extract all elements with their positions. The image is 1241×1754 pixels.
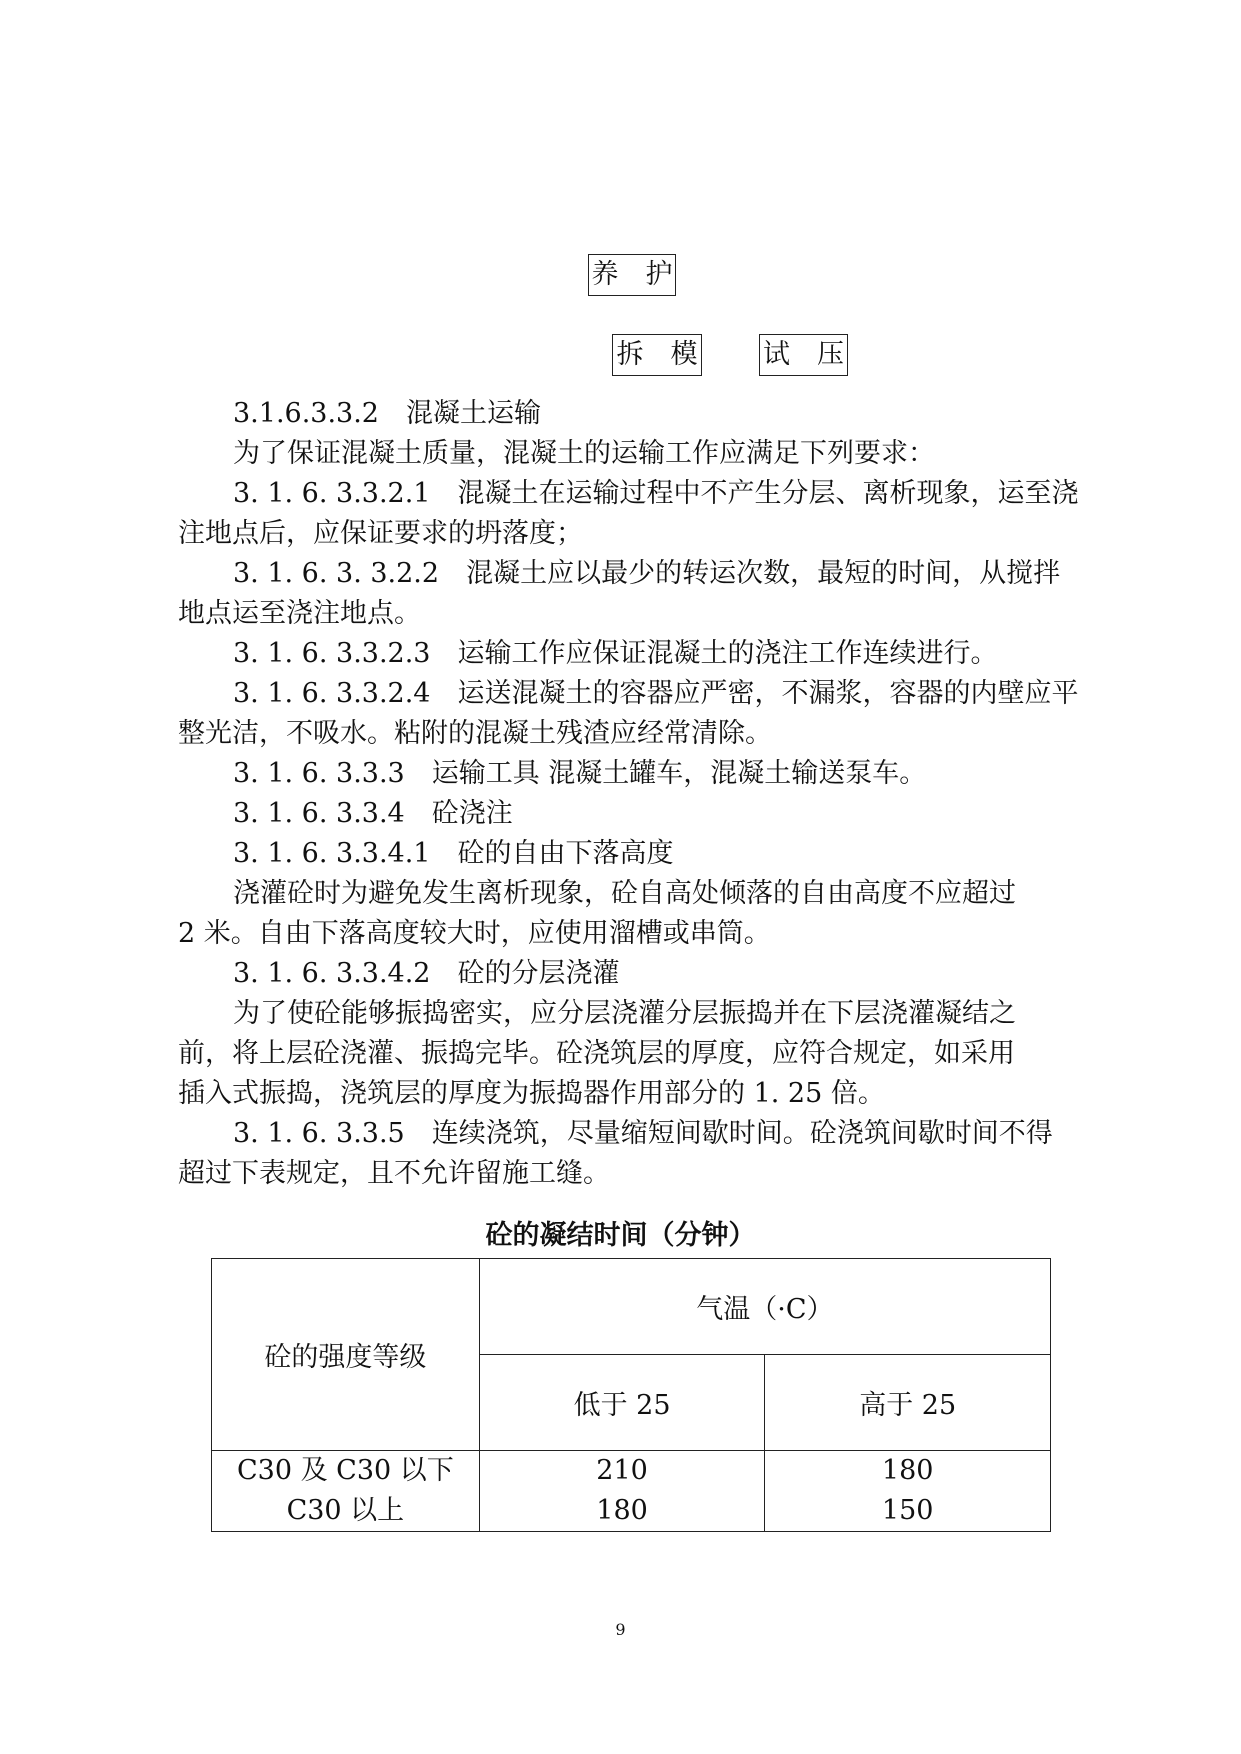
paragraph-line: 前，将上层砼浇灌、振捣完毕。砼浇筑层的厚度，应符合规定，如采用 <box>178 1038 1015 1069</box>
high-temp-cell <box>765 1451 1051 1532</box>
paragraph-line: 2 米。自由下落高度较大时，应使用溜槽或串筒。 <box>178 918 771 949</box>
header-below-25: 低于 25 <box>479 1355 765 1451</box>
paragraph-line: 插入式振捣，浇筑层的厚度为振捣器作用部分的 1. 25 倍。 <box>178 1078 885 1109</box>
paragraph-line: 3. 1. 6. 3.3.3 运输工具 混凝土罐车，混凝土输送泵车。 <box>233 758 927 789</box>
grade-value: C30 以上 <box>286 1495 405 1526</box>
paragraph-line: 3. 1. 6. 3.3.4 砼浇注 <box>233 798 513 829</box>
low-temp-value: 180 <box>596 1495 648 1526</box>
paragraph-line: 3. 1. 6. 3.3.5 连续浇筑，尽量缩短间歇时间。砼浇筑间歇时间不得 <box>233 1118 1053 1149</box>
grade-value: C30 及 C30 以下 <box>236 1455 454 1486</box>
paragraph-line: 为了使砼能够振捣密实，应分层浇灌分层振捣并在下层浇灌凝结之 <box>233 998 1016 1029</box>
grade-cell <box>212 1451 480 1532</box>
high-temp-value: 180 <box>881 1455 934 1486</box>
table-row <box>212 1451 1051 1532</box>
low-temp-value: 210 <box>596 1455 648 1486</box>
paragraph-line: 整光洁，不吸水。粘附的混凝土残渣应经常清除。 <box>178 718 772 749</box>
paragraph-line: 3. 1. 6. 3.3.2.3 运输工作应保证混凝土的浇注工作连续进行。 <box>233 638 998 669</box>
page-number: 9 <box>615 1620 626 1639</box>
paragraph-line: 地点运至浇注地点。 <box>178 598 421 629</box>
flow-box-demold: 拆 模 <box>612 334 702 376</box>
paragraph-line: 3. 1. 6. 3. 3.2.2 混凝土应以最少的转运次数，最短的时间，从搅拌 <box>233 558 1061 589</box>
paragraph-line: 浇灌砼时为避免发生离析现象，砼自高处倾落的自由高度不应超过 <box>233 878 1016 909</box>
paragraph-line: 为了保证混凝土质量，混凝土的运输工作应满足下列要求： <box>233 438 935 469</box>
section-heading: 3.1.6.3.3.2 混凝土运输 <box>233 398 541 429</box>
header-temperature: 气温（·C） <box>479 1259 1050 1355</box>
flow-box-curing: 养 护 <box>588 254 676 296</box>
paragraph-line: 超过下表规定，且不允许留施工缝。 <box>178 1158 610 1189</box>
low-temp-cell <box>479 1451 765 1532</box>
table-title: 砼的凝结时间（分钟） <box>485 1220 756 1251</box>
paragraph-line: 3. 1. 6. 3.3.2.4 运送混凝土的容器应严密，不漏浆，容器的内壁应平 <box>233 678 1079 709</box>
setting-time-table <box>211 1258 1051 1532</box>
high-temp-value: 150 <box>881 1495 934 1526</box>
flow-box-test: 试 压 <box>759 334 848 376</box>
paragraph-line: 3. 1. 6. 3.3.4.1 砼的自由下落高度 <box>233 838 674 869</box>
paragraph-line: 注地点后，应保证要求的坍落度； <box>178 518 583 549</box>
header-above-25: 高于 25 <box>765 1355 1051 1451</box>
paragraph-line: 3. 1. 6. 3.3.2.1 混凝土在运输过程中不产生分层、离析现象，运至浇 <box>233 478 1079 509</box>
paragraph-line: 3. 1. 6. 3.3.4.2 砼的分层浇灌 <box>233 958 620 989</box>
header-grade: 砼的强度等级 <box>212 1259 480 1451</box>
